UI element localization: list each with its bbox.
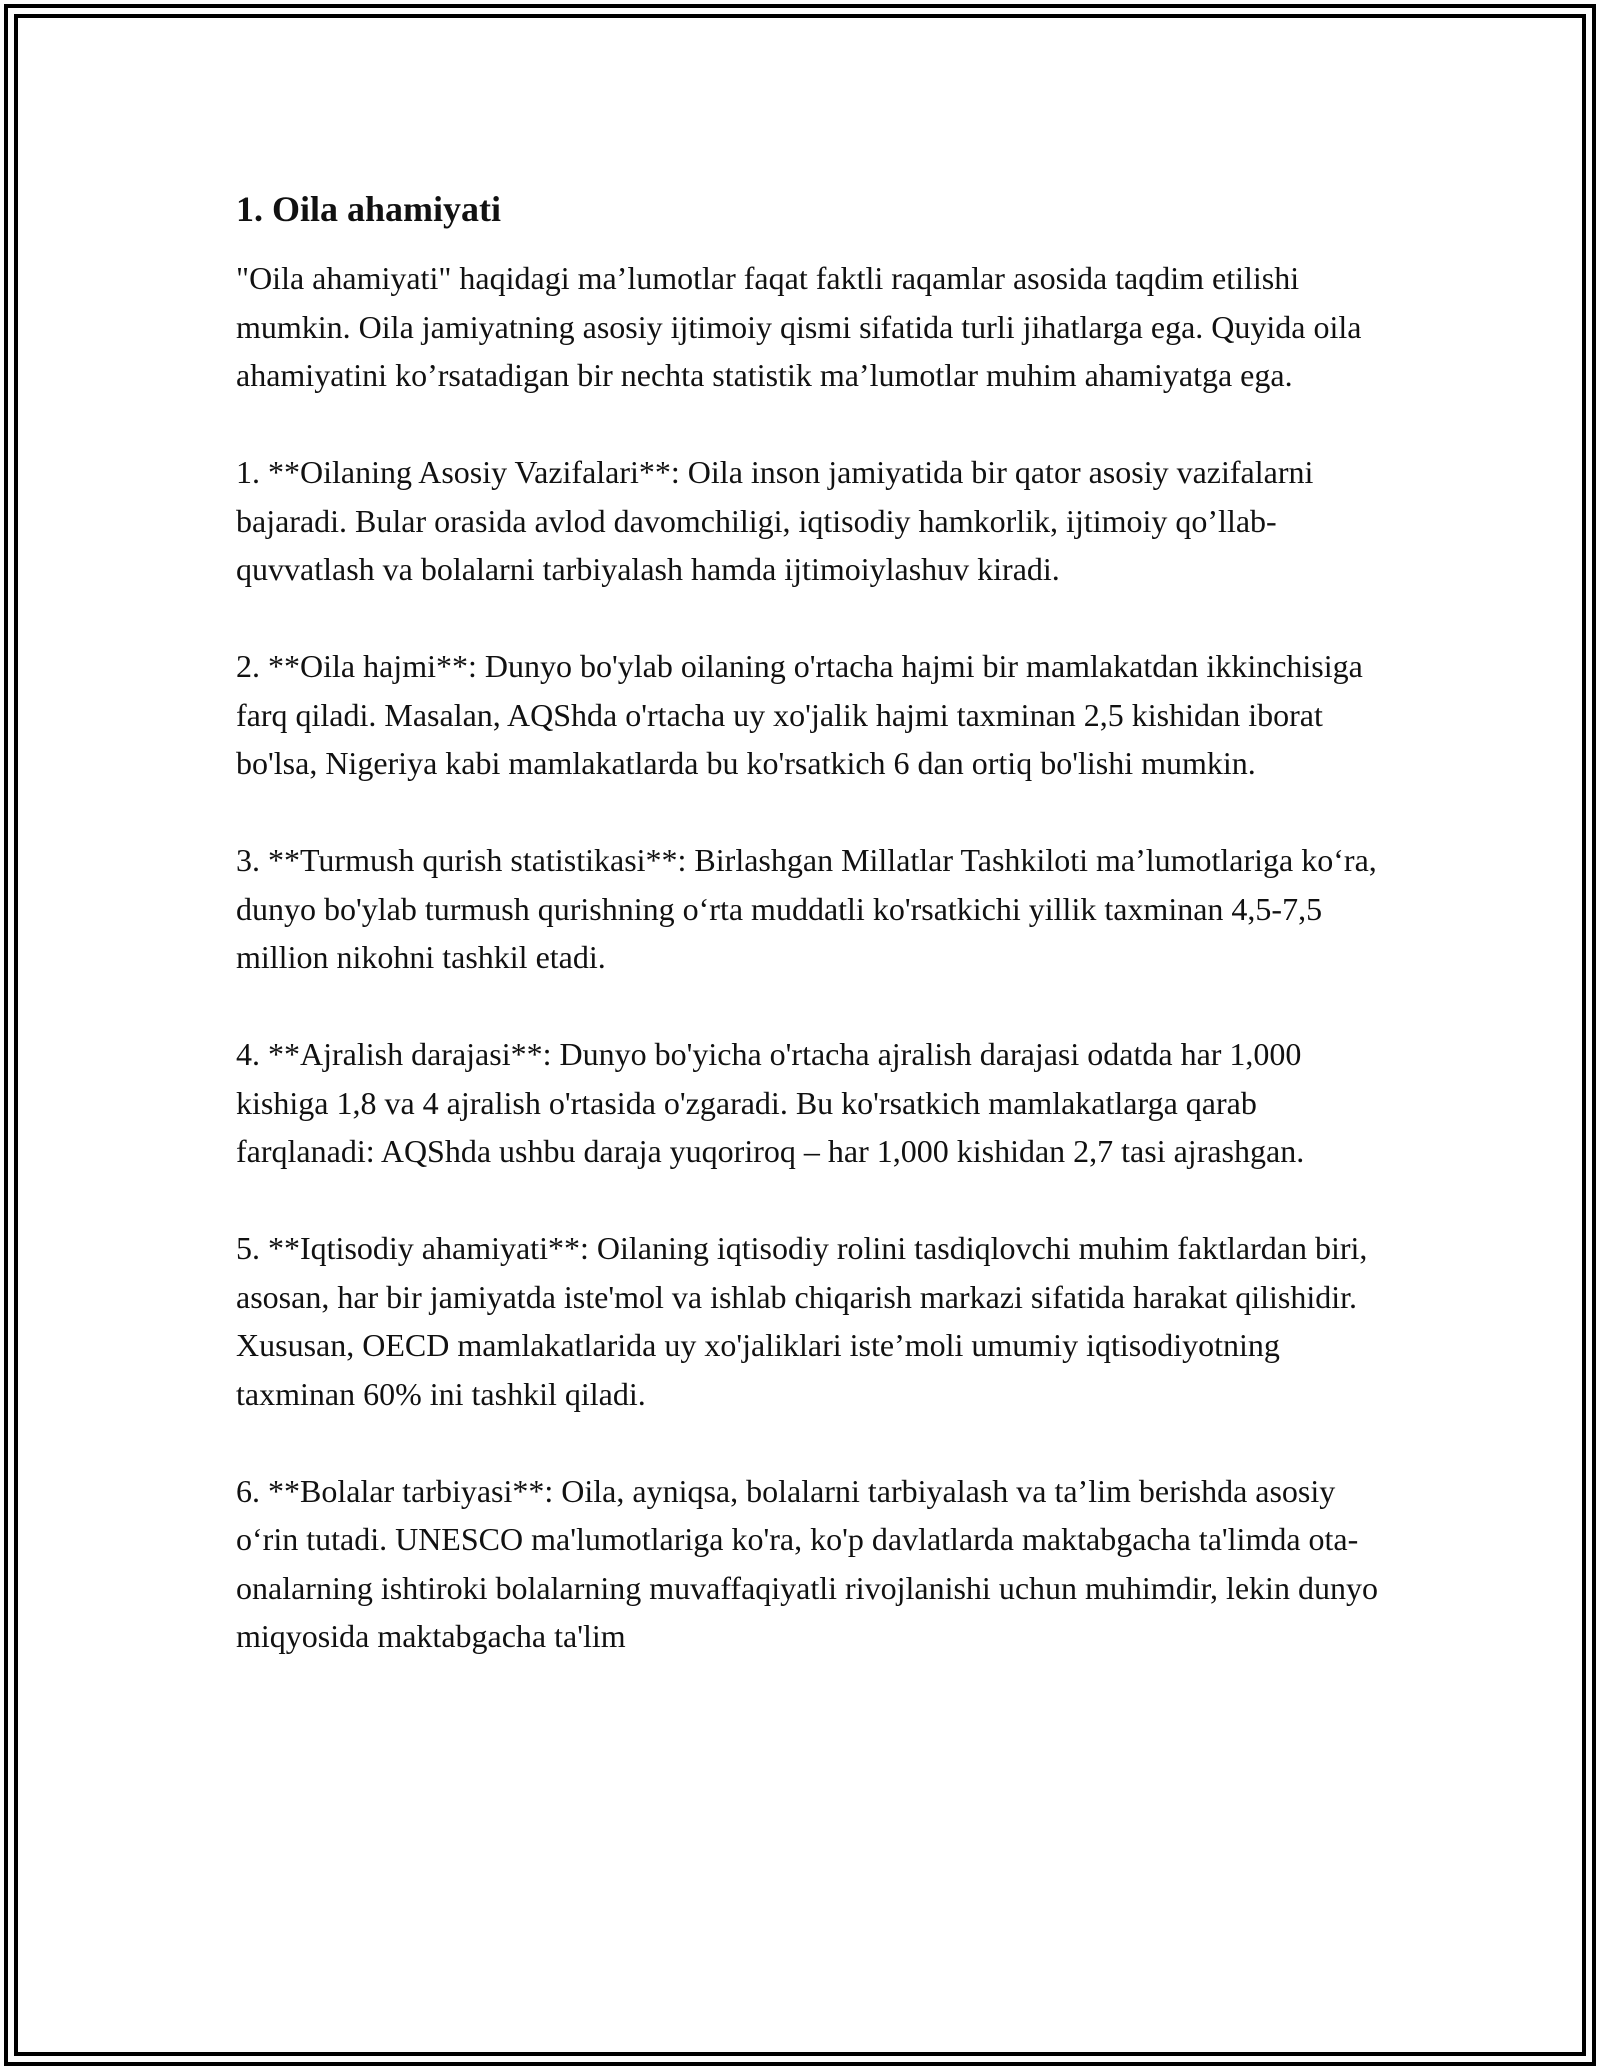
paragraph-marriage-statistics: 3. **Turmush qurish statistikasi**: Birlashgan Millatlar Tashkiloti ma’lumotlariga ko‘ra, dunyo bo'ylab turmush qurishning o‘rta muddatli ko'rsatkichi yillik taxminan 4,5-7,5 million nikohni tashkil etadi. (236, 842, 1377, 975)
paragraph-child-upbringing: 6. **Bolalar tarbiyasi**: Oila, ayniqsa, bolalarni tarbiyalash va ta’lim berishda asosiy o‘rin tutadi. UNESCO ma'lumotlariga ko'ra, ko'p davlatlarda maktabgacha ta'limda ota-onalarning ishtiroki bolalarning muvaffaqiyatli rivojlanishi uchun muhimdir, lekin dunyo miqyosida maktabgacha ta'lim (236, 1472, 1378, 1654)
paragraph-divorce-rate: 4. **Ajralish darajasi**: Dunyo bo'yicha o'rtacha ajralish darajasi odatda har 1,000 kishiga 1,8 va 4 ajralish o'rtasida o'zgaradi. Bu ko'rsatkich mamlakatlarga qarab farqlanadi: AQShda ushbu daraja yuqoriroq – har 1,000 kishidan 2,7 tasi ajrashgan. (236, 1036, 1305, 1169)
paragraph-family-size: 2. **Oila hajmi**: Dunyo bo'ylab oilaning o'rtacha hajmi bir mamlakatdan ikkinchisiga farq qiladi. Masalan, AQShda o'rtacha uy xo'jalik hajmi taxminan 2,5 kishidan iborat bo'lsa, Nigeriya kabi mamlakatlarda bu ko'rsatkich 6 dan ortiq bo'lishi mumkin. (236, 648, 1363, 781)
paragraph-economic-importance: 5. **Iqtisodiy ahamiyati**: Oilaning iqtisodiy rolini tasdiqlovchi muhim faktlardan biri, asosan, har bir jamiyatda iste'mol va ishlab chiqarish markazi sifatida harakat qilishidir. Xususan, OECD mamlakatlarida uy xo'jaliklari iste’moli umumiy iqtisodiyotning taxminan 60% ini tashkil qiladi. (236, 1230, 1368, 1412)
paragraph-family-functions: 1. **Oilaning Asosiy Vazifalari**: Oila inson jamiyatida bir qator asosiy vazifalarni bajaradi. Bular orasida avlod davomchiligi, iqtisodiy hamkorlik, ijtimoiy qo’llab-quvvatlash va bolalarni tarbiyalash hamda ijtimoiylashuv kiradi. (236, 454, 1314, 587)
intro-paragraph: "Oila ahamiyati" haqidagi ma’lumotlar faqat faktli raqamlar asosida taqdim etilishi mumkin. Oila jamiyatning asosiy ijtimoiy qismi sifatida turli jihatlarga ega. Quyida oila ahamiyatini ko’rsatadigan bir nechta statistik ma’lumotlar muhim ahamiyatga ega. (236, 260, 1362, 393)
document-title: 1. Oila ahamiyati (236, 189, 502, 229)
document-body (236, 186, 1386, 1661)
